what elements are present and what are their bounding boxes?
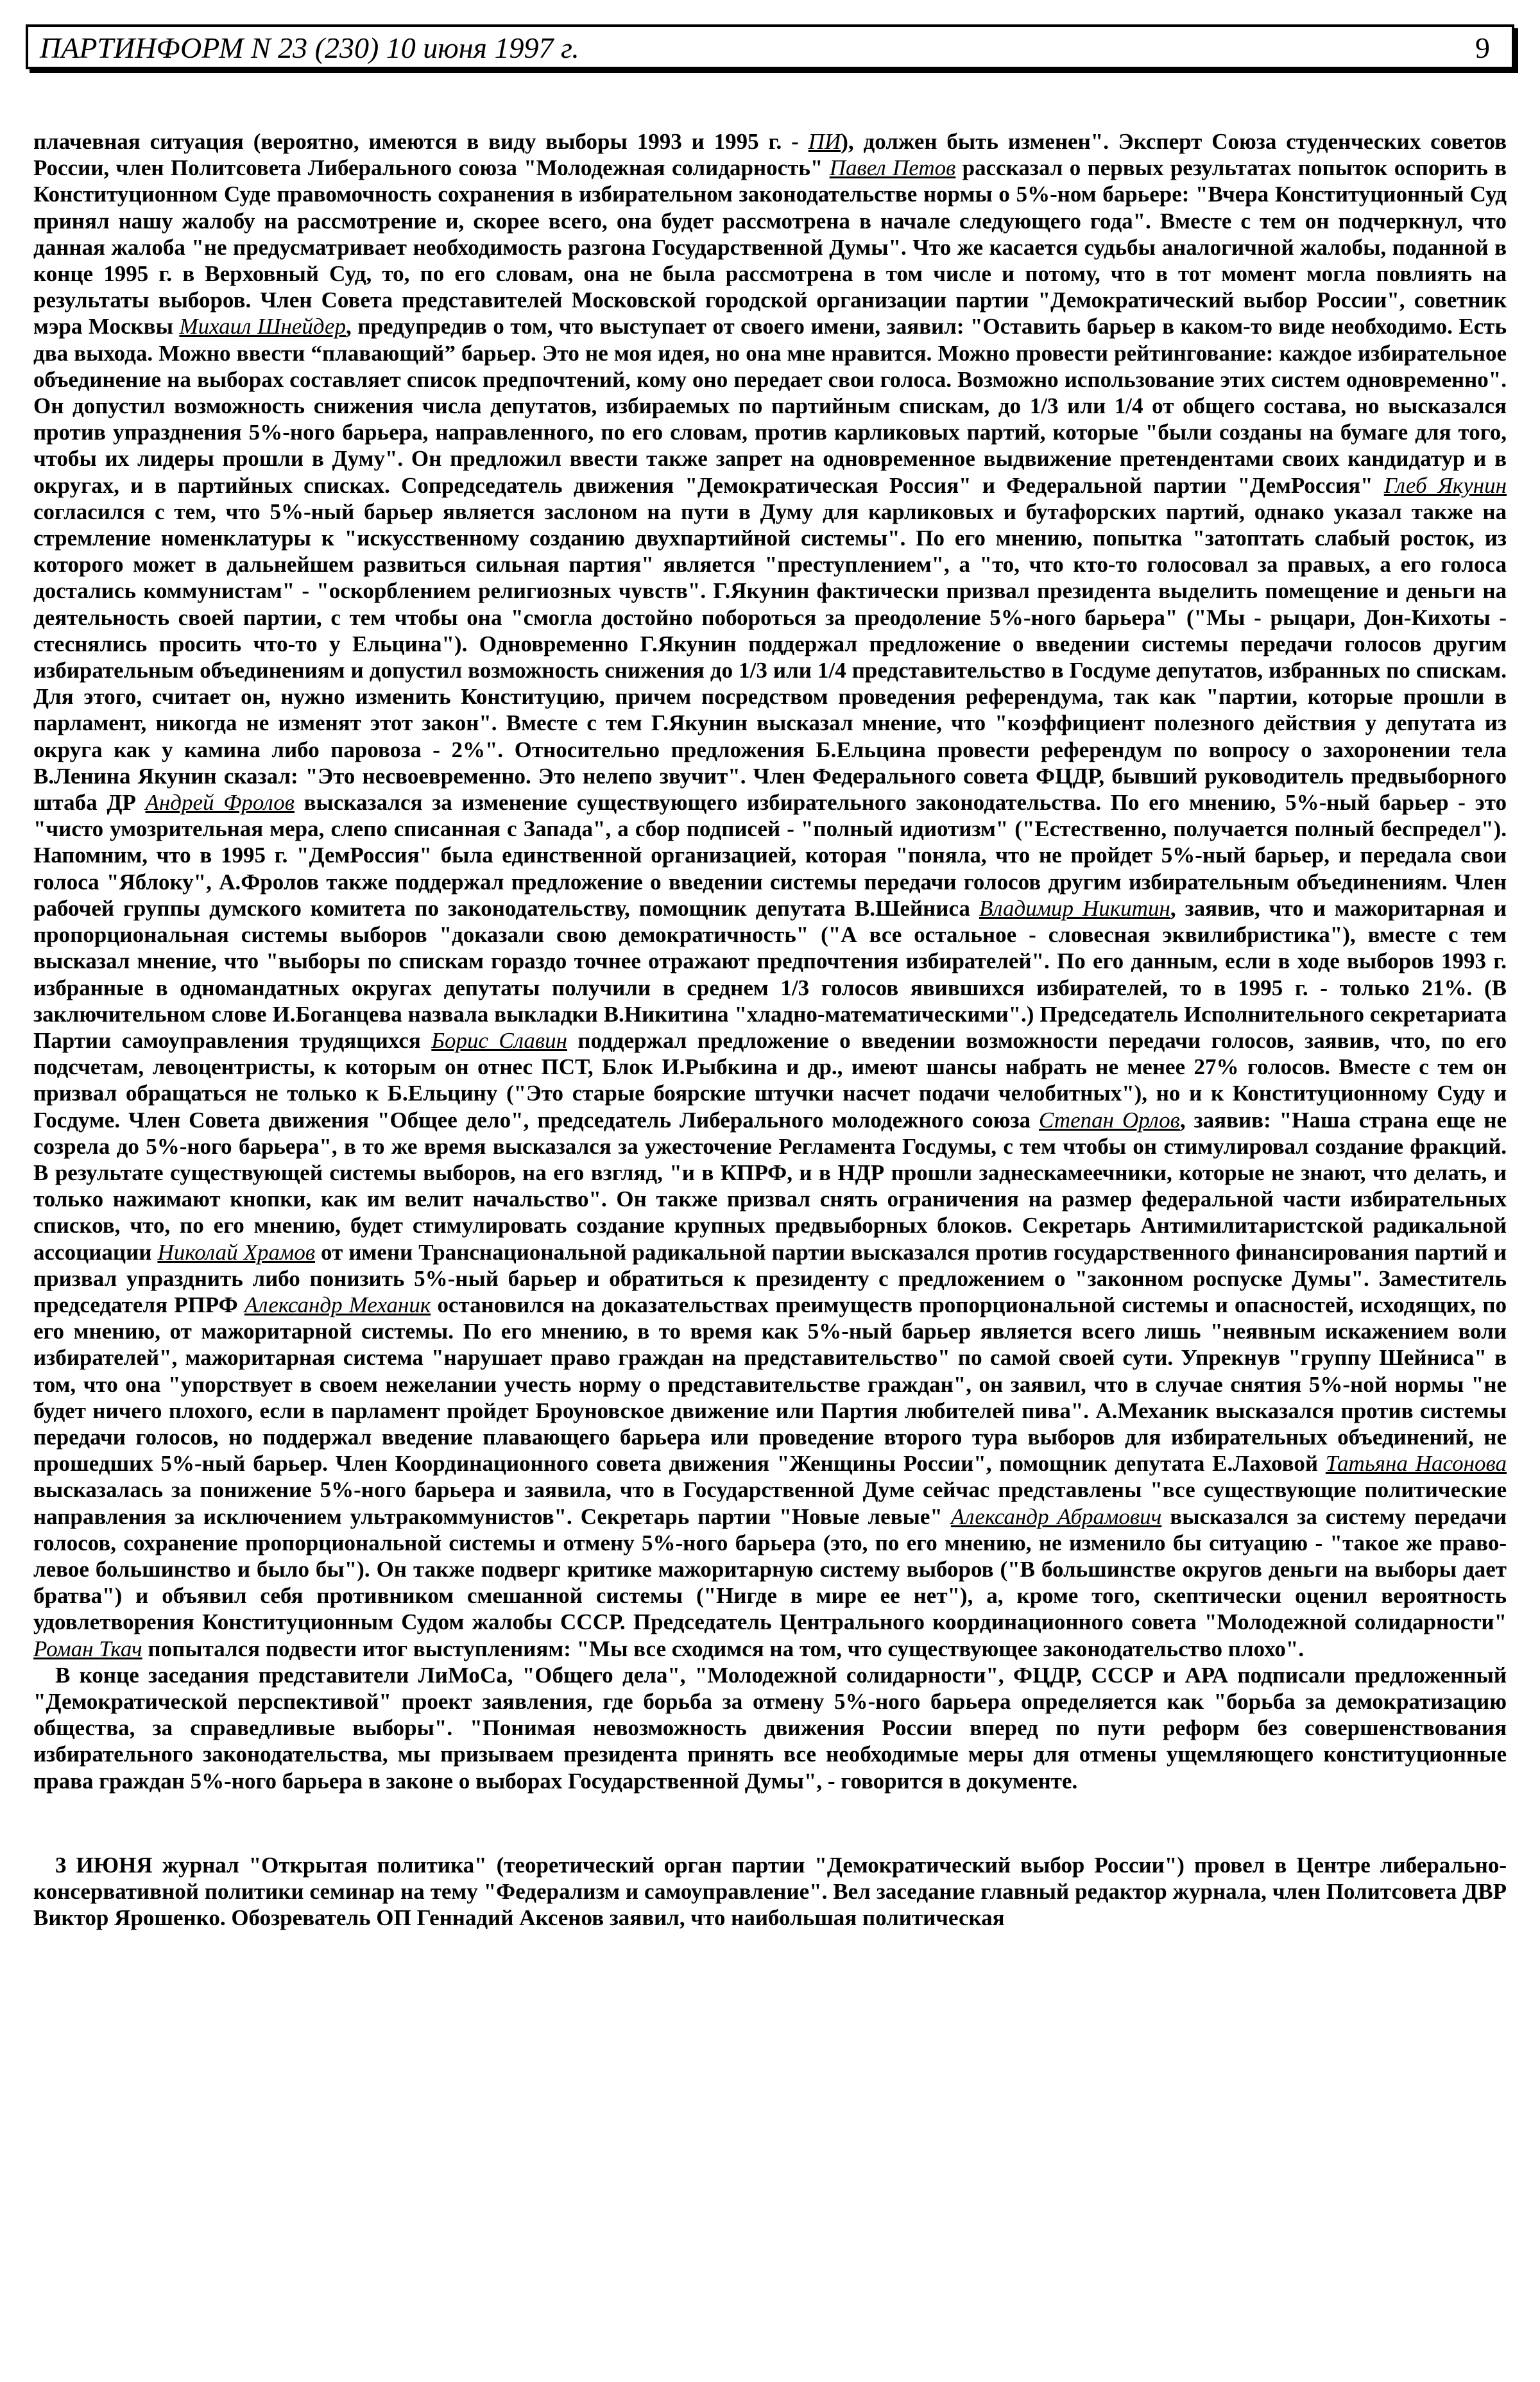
paragraph-text: поддержал предложение о введении возможности передачи голосов, заявив, что, по его подсчетам, левоцентристы, к которым он отнес ПСТ, Блок И.Рыбкина и др., имеют шансы набрать не менее 27% голосов. Вместе с тем он призвал обращаться не только к Б.Ельцину ("Это старые боярские штучки насчет подачи челобитных"), но и к Конституционному Суду и Госдуме. Член Совета движения "Общее дело", председатель Либерального молодежного союза (33, 1027, 1507, 1133)
article-paragraph-1 (33, 128, 1507, 1662)
paragraph-text: высказался за систему передачи голосов, сохранение пропорциональной системы и отмену 5%-ного барьера (это, по его мнению, не изменило бы ситуацию - "такое же право-левое большинство и было бы"). Он также подверг критике мажоритарную систему выборов ("В большинстве округов деньги на выборы дает братва") и объявил себя противником смешанной системы ("Нигде в мире ее нет"), а, кроме того, скептически оценил вероятность удовлетворения Конституционным Судом жалобы СССР. Председатель Центрального координационного совета "Молодежной солидарности" (33, 1504, 1507, 1635)
paragraph-text: согласился с тем, что 5%-ный барьер является заслоном на пути в Думу для карликовых и бутафорских партий, однако указал также на стремление номенклатуры к "искусственному созданию двухпартийной системы". По его мнению, попытка "затоптать слабый росток, из которого может в дальнейшем развиться сильная партия" является "преступлением", а "то, что кто-то голосовал за правых, а его голоса достались коммунистам" - "оскорблением религиозных чувств". Г.Якунин фактически призвал президента выделить помещение и деньги на деятельность своей партии, с тем чтобы она "смогла достойно побороться за преодоление 5%-ного барьера" ("Мы - рыцари, Дон-Кихоты - стеснялись просить что-то у Ельцина"). Одновременно Г.Якунин поддержал предложение о введении системы передачи голосов другим избирательным объединениям и допустил возможность снижения до 1/3 или 1/4 представительство в Госдуме депутатов, избранных по спискам. Для этого, считает он, нужно изменить Конституцию, причем посредством проведения референдума, так как "партии, которые прошли в парламент, никогда не изменят этот закон". Вместе с тем Г.Якунин высказал мнение, что "коэффициент полезного действия у депутата из округа как у камина либо паровоза - 2%". Относительно предложения Б.Ельцина провести референдум по вопросу о захоронении тела В.Ленина Якунин сказал: "Это несвоевременно. Это нелепо звучит". Член Федерального совета ФЦДР, бывший руководитель предвыборного штаба ДР (33, 499, 1507, 816)
paragraph-text: , заявив: "Наша страна еще не созрела до 5%-ного барьера", в то же время высказался за ужесточение Регламента Госдумы, с тем чтобы он стимулировал создание фракций. В результате существующей системы выборов, на его взгляд, "и в КПРФ, и в НДР прошли заднескамеечники, которые не знают, что делать, и только нажимают кнопки, как им велит начальство". Он также призвал снять ограничения на размер федеральной части избирательных списков, что, по его мнению, будет стимулировать создание крупных предвыборных блоков. Секретарь Антимилитаристской радикальной ассоциации (33, 1107, 1507, 1265)
paragraph-text: , предупредив о том, что выступает от своего имени, заявил: "Оставить барьер в каком-то виде необходимо. Есть два выхода. Можно ввести “плавающий” барьер. Это не моя идея, но она мне нравится. Можно провести рейтингование: каждое избирательное объединение на выборах составляет список предпочтений, кому оно передает свои голоса. Возможно использование этих систем одновременно". Он допустил возможность снижения числа депутатов, избираемых по партийным спискам, до 1/3 или 1/4 от общего состава, но высказался против упразднения 5%-ного барьера, направленного, по его словам, против карликовых партий, которые "были созданы на бумаге для того, чтобы их лидеры прошли в Думу". Он предложил ввести также запрет на одновременное выдвижение претендентами своих кандидатур и в округах, и в партийных списках. Сопредседатель движения "Демократическая Россия" и Федеральной партии "ДемРоссия" (33, 314, 1507, 498)
person-name: Павел Петов (829, 155, 956, 181)
section-gap (33, 1794, 1507, 1852)
person-name: Роман Ткач (33, 1636, 142, 1661)
article-body (33, 128, 1507, 1931)
paragraph-text: высказалась за понижение 5%-ного барьера и заявила, что в Государственной Думе сейчас представлены "все существующие политические направления за исключением ультракоммунистов". Секретарь партии "Новые левые" (33, 1477, 1507, 1529)
person-name: Андрей Фролов (145, 790, 295, 816)
paragraph-text: попытался подвести итог выступлениям: "Мы все сходимся на том, что существующее законодательство плохо". (142, 1636, 1305, 1661)
person-name: Татьяна Насонова (1325, 1451, 1507, 1477)
page-header (26, 24, 1514, 69)
article-paragraph-2: В конце заседания представители ЛиМоСа, "Общего дела", "Молодежной солидарности", ФЦДР, СССР и АРА подписали предложенный "Демократической перспективой" проект заявления, где борьба за отмену 5%-ного барьера определяется как "борьба за демократизацию общества, за справедливые выборы". "Понимая невозможность движения России вперед по пути реформ без совершенствования избирательного законодательства, мы призываем президента принять все необходимые меры для отмены ущемляющего конституционные права граждан 5%-ного барьера в законе о выборах Государственной Думы", - говорится в документе. (33, 1662, 1507, 1794)
publication-title: ПАРТИНФОРМ N 23 (230) 10 июня 1997 г. (40, 31, 579, 64)
article-paragraph-3: 3 ИЮНЯ журнал "Открытая политика" (теоретический орган партии "Демократический выбор России") провел в Центре либерально-консервативной политики семинар на тему "Федерализм и самоуправление". Вел заседание главный редактор журнала, член Политсовета ДВР Виктор Ярошенко. Обозреватель ОП Геннадий Аксенов заявил, что наибольшая политическая (33, 1852, 1507, 1931)
page-number: 9 (1475, 31, 1490, 64)
person-name: Глеб Якунин (1383, 472, 1507, 498)
person-name: Степан Орлов (1039, 1107, 1180, 1133)
paragraph-text: остановился на доказательствах преимуществ пропорциональной системы и опасностей, исходящих, по его мнению, от мажоритарной системы. По его мнению, в то время как 5%-ный барьер является всего лишь "неявным искажением воли избирателей", мажоритарная система "нарушает право граждан на представительство" по самой своей сути. Упрекнув "группу Шейниса" в том, что она "упорствует в своем нежелании учесть норму о представительстве граждан", он заявил, что в случае снятия 5%-ной нормы "не будет ничего плохого, если в парламент пройдет Броуновское движение или Партия любителей пива". А.Механик высказался против системы передачи голосов, но поддержал введение плавающего барьера или проведение второго тура выборов для избирательных объединений, не прошедших 5%-ный барьер. Член Координационного совета движения "Женщины России", помощник депутата Е.Лаховой (33, 1292, 1507, 1477)
paragraph-text: плачевная ситуация (вероятно, имеются в виду выборы 1993 и 1995 г. - (33, 129, 809, 154)
person-name: Николай Храмов (157, 1239, 316, 1265)
person-name: Александр Механик (244, 1292, 431, 1317)
person-name: Александр Абрамович (950, 1504, 1162, 1529)
person-name: ПИ (808, 129, 841, 154)
person-name: Борис Славин (431, 1027, 567, 1053)
person-name: Владимир Никитин (979, 895, 1170, 921)
paragraph-text: ), должен быть изменен". Эксперт Союза студенческих советов России, член Политсовета Либерального союза "Молодежная солидарность" (33, 129, 1507, 181)
paragraph-text: рассказал о первых результатах попыток оспорить в Конституционном Суде правомочность сохранения в избирательном законодательстве нормы о 5%-ном барьере: "Вчера Конституционный Суд принял нашу жалобу на рассмотрение и, скорее всего, она будет рассмотрена в начале следующего года". Вместе с тем он подчеркнул, что данная жалоба "не предусматривает необходимость разгона Государственной Думы". Что же касается судьбы аналогичной жалобы, поданной в конце 1995 г. в Верховный Суд, то, по его словам, она не была рассмотрена в том числе и потому, что в тот момент могла повлиять на результаты выборов. Член Совета представителей Московской городской организации партии "Демократический выбор России", советник мэра Москвы (33, 155, 1507, 339)
paragraph-text: от имени Транснациональной радикальной партии высказался против государственного финансирования партий и призвал упразднить либо понизить 5%-ный барьер и обратиться к президенту с предложением о "законном роспуске Думы". Заместитель председателя РПРФ (33, 1239, 1507, 1317)
person-name: Михаил Шнейдер (179, 314, 346, 339)
paragraph-text: , заявив, что и мажоритарная и пропорциональная системы выборов "доказали свою демократичность" ("А все остальное - словесная эквилибристика"), вместе с тем высказал мнение, что "выборы по спискам гораздо точнее отражают предпочтения избирателей". По его данным, если в ходе выборов 1993 г. избранные в одномандатных округах депутаты получили в среднем 1/3 голосов явившихся избирателей, то в 1995 г. - только 21%. (В заключительном слове И.Боганцева назвала выкладки В.Никитина "хладно-математическими".) Председатель Исполнительного секретариата Партии самоуправления трудящихся (33, 895, 1507, 1053)
paragraph-text: высказался за изменение существующего избирательного законодательства. По его мнению, 5%-ный барьер - это "чисто умозрительная мера, слепо списанная с Запада", а сбор подписей - "полный идиотизм" ("Естественно, получается полный беспредел"). Напомним, что в 1995 г. "ДемРоссия" была единственной организацией, которая "поняла, что не пройдет 5%-ный барьер, и передала свои голоса "Яблоку", А.Фролов также поддержал предложение о введении системы передачи голосов другим избирательным объединениям. Член рабочей группы думского комитета по законодательству, помощник депутата В.Шейниса (33, 790, 1507, 921)
